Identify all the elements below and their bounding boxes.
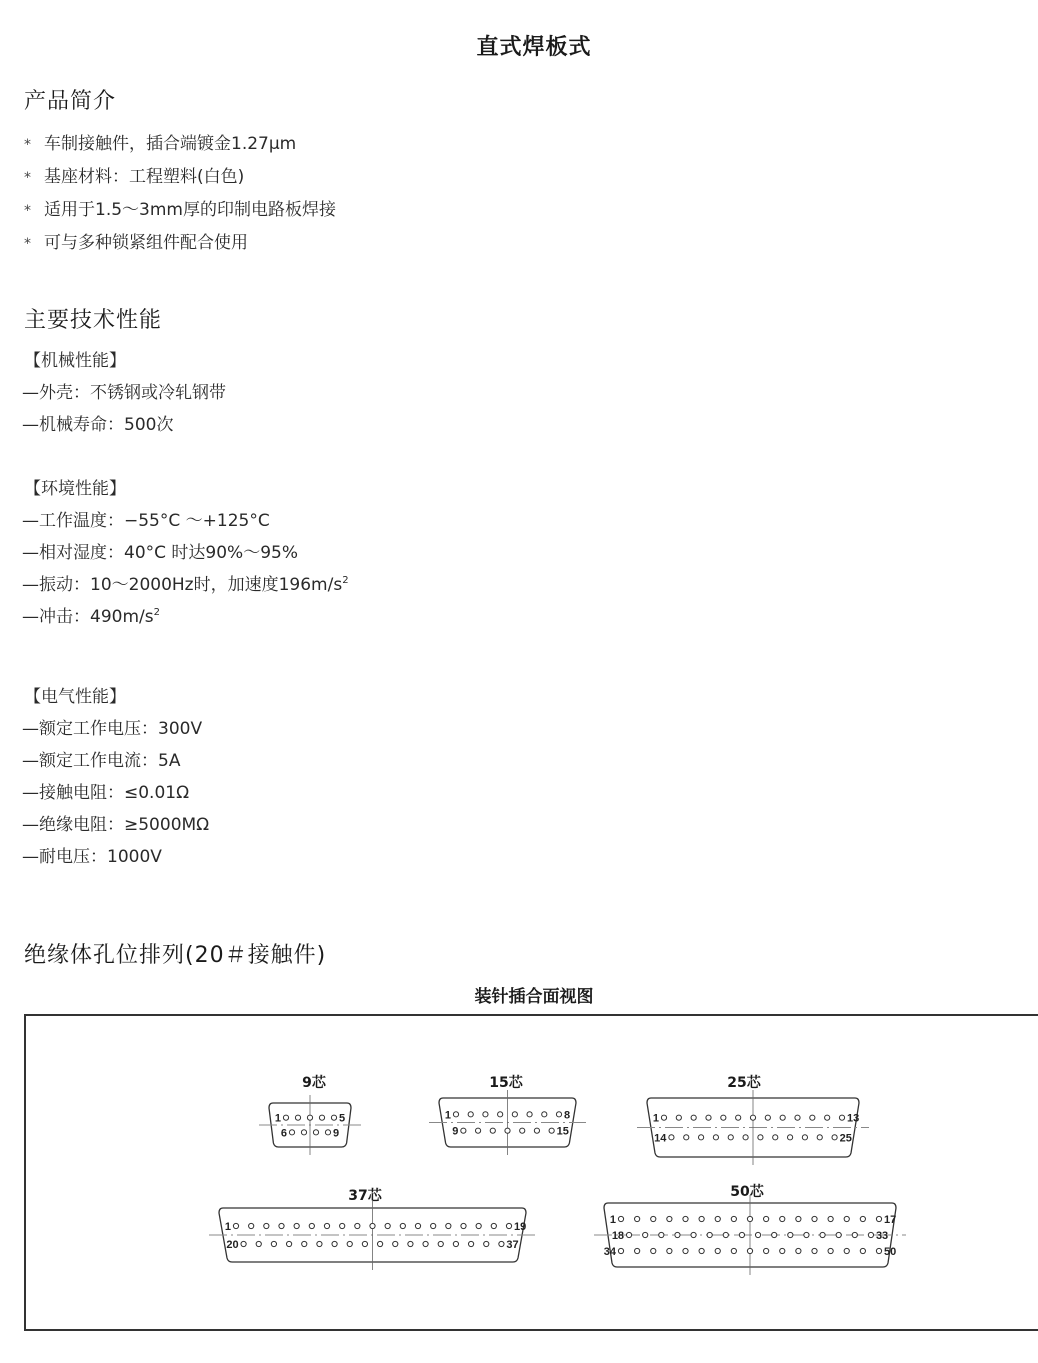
intro-heading: 产品简介 (24, 89, 117, 114)
spec-item: —冲击：$490m/s^2$ (22, 607, 160, 627)
svg-text:18: 18 (611, 1230, 625, 1242)
bullet-star-icon: * (24, 203, 31, 219)
svg-text:1: 1 (609, 1214, 616, 1226)
svg-text:19: 19 (514, 1221, 527, 1233)
connector-15-diagram (425, 1090, 590, 1155)
svg-text:1: 1 (444, 1109, 451, 1122)
spec-item: —机械寿命：500次 (22, 415, 174, 435)
intro-bullet-list (24, 128, 336, 260)
spec-item: —额定工作电压：300V (22, 719, 203, 739)
electrical-label: 【电气性能】 (24, 687, 126, 707)
svg-text:1: 1 (224, 1221, 231, 1233)
svg-text:34: 34 (603, 1246, 616, 1258)
spec-item: —工作温度：−55°C ～+125°C (22, 511, 270, 531)
svg-text:17: 17 (884, 1214, 897, 1226)
connector-label-15: 15芯 (489, 1075, 523, 1091)
svg-text:5: 5 (339, 1112, 346, 1125)
spec-item: —接触电阻：≤0.01Ω (22, 783, 190, 803)
connector-label-9: 9芯 (302, 1075, 326, 1091)
intro-item: * 基座材料：工程塑料(白色) (24, 161, 336, 194)
spec-item: —耐电压：1000V (22, 847, 162, 867)
environmental-specs (22, 473, 349, 633)
bullet-star-icon: * (24, 170, 31, 186)
spec-item: —振动：10～2000Hz时，加速度$196m/s^2$ (22, 575, 349, 595)
mechanical-label: 【机械性能】 (24, 351, 126, 371)
pin-layout-diagram-box (24, 1014, 1038, 1331)
svg-text:8: 8 (564, 1109, 571, 1122)
connector-label-37: 37芯 (348, 1188, 382, 1204)
svg-text:13: 13 (847, 1112, 860, 1125)
connector-label-50: 50芯 (730, 1184, 764, 1200)
intro-item: * 适用于1.5～3mm厚的印制电路板焊接 (24, 194, 336, 227)
document-title: 直式焊板式 (476, 35, 592, 60)
connector-label-25: 25芯 (727, 1075, 761, 1091)
bullet-star-icon: * (24, 236, 31, 252)
svg-text:33: 33 (875, 1230, 889, 1242)
connector-50-diagram (590, 1195, 910, 1275)
svg-text:15: 15 (556, 1125, 569, 1138)
environmental-label: 【环境性能】 (24, 479, 126, 499)
intro-item: * 车制接触件，插合端镀金1.27μm (24, 128, 336, 161)
connector-37-diagram (205, 1200, 540, 1270)
electrical-specs (22, 681, 209, 873)
intro-item: * 可与多种锁紧组件配合使用 (24, 227, 336, 260)
bullet-star-icon: * (24, 137, 31, 153)
specs-heading: 主要技术性能 (24, 308, 163, 333)
connector-25-diagram (633, 1090, 873, 1165)
spec-item: —绝缘电阻：≥5000MΩ (22, 815, 210, 835)
svg-text:37: 37 (506, 1239, 519, 1251)
svg-text:9: 9 (333, 1127, 340, 1140)
svg-text:6: 6 (280, 1127, 287, 1140)
svg-text:1: 1 (274, 1112, 281, 1125)
mechanical-specs (22, 345, 226, 441)
layout-heading: 绝缘体孔位排列(20＃接触件) (24, 943, 327, 968)
diagram-caption: 装针插合面视图 (474, 987, 594, 1007)
svg-text:9: 9 (452, 1125, 459, 1138)
svg-text:20: 20 (226, 1239, 239, 1251)
svg-text:25: 25 (839, 1132, 852, 1145)
svg-text:14: 14 (654, 1132, 667, 1145)
spec-item: —外壳：不锈钢或冷轧钢带 (22, 383, 226, 403)
spec-item: —额定工作电流：5A (22, 751, 181, 771)
connector-9-diagram (255, 1095, 365, 1155)
svg-text:1: 1 (652, 1112, 659, 1125)
spec-item: —相对湿度：40°C 时达90%～95% (22, 543, 298, 563)
svg-text:50: 50 (884, 1246, 897, 1258)
